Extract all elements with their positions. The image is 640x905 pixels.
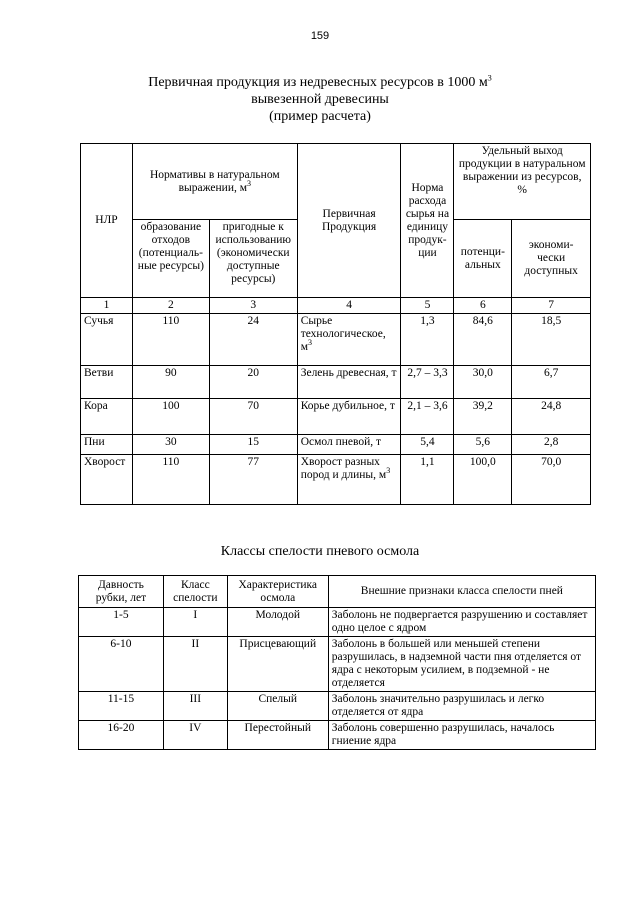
cell-suitable: 20 [209,366,297,399]
cell-age: 16-20 [79,721,164,750]
cell-economic: 2,8 [512,435,591,455]
table-row [81,366,591,399]
table-row [81,435,591,455]
cell-potential: 39,2 [454,399,512,435]
cell-product-text: Сырье технологическое, м [300,315,386,353]
header-normatives [132,144,297,220]
header-yield: Удельный выход продукции в натуральном выражении из ресурсов, % [454,144,591,220]
cell-suitable: 24 [209,314,297,366]
table1-title-line1: Первичная продукция из недревесных ресурсов в 1000 м [148,75,488,90]
cell-signs: Заболонь в большей или меньшей степени разрушилась, в надземной части пня отделяется от ядра с некоторым усилием, в подземной - не отделяется [328,637,595,692]
cell-product [297,314,401,366]
cell-rate: 2,1 – 3,6 [401,399,454,435]
table-row [79,721,596,750]
cell-economic: 70,0 [512,455,591,505]
cell-suitable: 77 [209,455,297,505]
cell-product [297,435,401,455]
header-normatives-sup: 3 [247,178,252,188]
col-num: 1 [81,298,133,314]
cell-potential: 100,0 [454,455,512,505]
cell-signs: Заболонь не подвергается разрушению и составляет одно целое с ядром [328,608,595,637]
header-product: Первичная Продукция [297,144,401,298]
cell-rate: 2,7 – 3,3 [401,366,454,399]
col-num: 3 [209,298,297,314]
cell-waste: 30 [132,435,209,455]
cell-class: IV [163,721,227,750]
cell-rate: 5,4 [401,435,454,455]
cell-product [297,399,401,435]
cell-product-text: Корье дубильное, т [300,400,395,412]
header-economic: экономи-чески доступных [512,220,591,298]
table1-title [0,74,640,125]
cell-class: III [163,692,227,721]
cell-suitable: 70 [209,399,297,435]
table-row [81,455,591,505]
cell-characteristic: Присцевающий [227,637,328,692]
header-class: Класс спелости [163,576,227,608]
column-numbers-row [81,298,591,314]
header-rate: Норма расхода сырья на единицу продук-ции [401,144,454,298]
cell-waste: 100 [132,399,209,435]
table-row [79,692,596,721]
cell-signs: Заболонь совершенно разрушилась, началось гниение ядра [328,721,595,750]
cell-product [297,455,401,505]
cell-signs: Заболонь значительно разрушилась и легко отделяется от ядра [328,692,595,721]
cell-product-text: Зелень древесная, т [300,367,397,379]
header-nlr: НЛР [81,144,133,298]
cell-class: I [163,608,227,637]
cell-waste: 110 [132,455,209,505]
header-potential: потенци-альных [454,220,512,298]
cell-nlr: Пни [81,435,133,455]
cell-class: II [163,637,227,692]
cell-economic: 18,5 [512,314,591,366]
cell-economic: 6,7 [512,366,591,399]
table1-title-sup: 3 [487,73,492,83]
ripeness-classes-table [78,575,596,750]
cell-product-sup: 3 [307,338,312,348]
cell-product [297,366,401,399]
cell-product-text: Хворост разных пород и длины, м [300,456,387,481]
cell-characteristic: Спелый [227,692,328,721]
table1-title-line3: (пример расчета) [269,109,371,124]
header-suitable: пригодные к использованию (экономически доступные ресурсы) [209,220,297,298]
cell-product-sup: 3 [386,466,391,476]
cell-age: 11-15 [79,692,164,721]
cell-nlr: Ветви [81,366,133,399]
cell-potential: 84,6 [454,314,512,366]
cell-suitable: 15 [209,435,297,455]
col-num: 5 [401,298,454,314]
cell-nlr: Кора [81,399,133,435]
table2-title: Классы спелости пневого осмола [220,544,420,559]
header-age: Давность рубки, лет [79,576,164,608]
cell-rate: 1,3 [401,314,454,366]
cell-product-text: Осмол пневой, т [300,436,382,448]
cell-economic: 24,8 [512,399,591,435]
table-row [81,314,591,366]
table-row [79,608,596,637]
page-number: 159 [310,30,330,42]
cell-waste: 90 [132,366,209,399]
cell-waste: 110 [132,314,209,366]
cell-characteristic: Перестойный [227,721,328,750]
primary-production-table [80,143,591,505]
cell-potential: 5,6 [454,435,512,455]
cell-characteristic: Молодой [227,608,328,637]
table1-title-line2: вывезенной древесины [251,92,389,107]
cell-potential: 30,0 [454,366,512,399]
cell-rate: 1,1 [401,455,454,505]
col-num: 4 [297,298,401,314]
cell-age: 1-5 [79,608,164,637]
col-num: 6 [454,298,512,314]
cell-nlr: Сучья [81,314,133,366]
cell-age: 6-10 [79,637,164,692]
header-normatives-text: Нормативы в натуральном выражении, м [149,168,280,194]
table-row [79,637,596,692]
col-num: 7 [512,298,591,314]
header-waste: образование отходов (потенциаль-ные ресурсы) [132,220,209,298]
header-characteristic: Характеристика осмола [227,576,328,608]
header-signs: Внешние признаки класса спелости пней [328,576,595,608]
table-row [81,399,591,435]
col-num: 2 [132,298,209,314]
cell-nlr: Хворост [81,455,133,505]
